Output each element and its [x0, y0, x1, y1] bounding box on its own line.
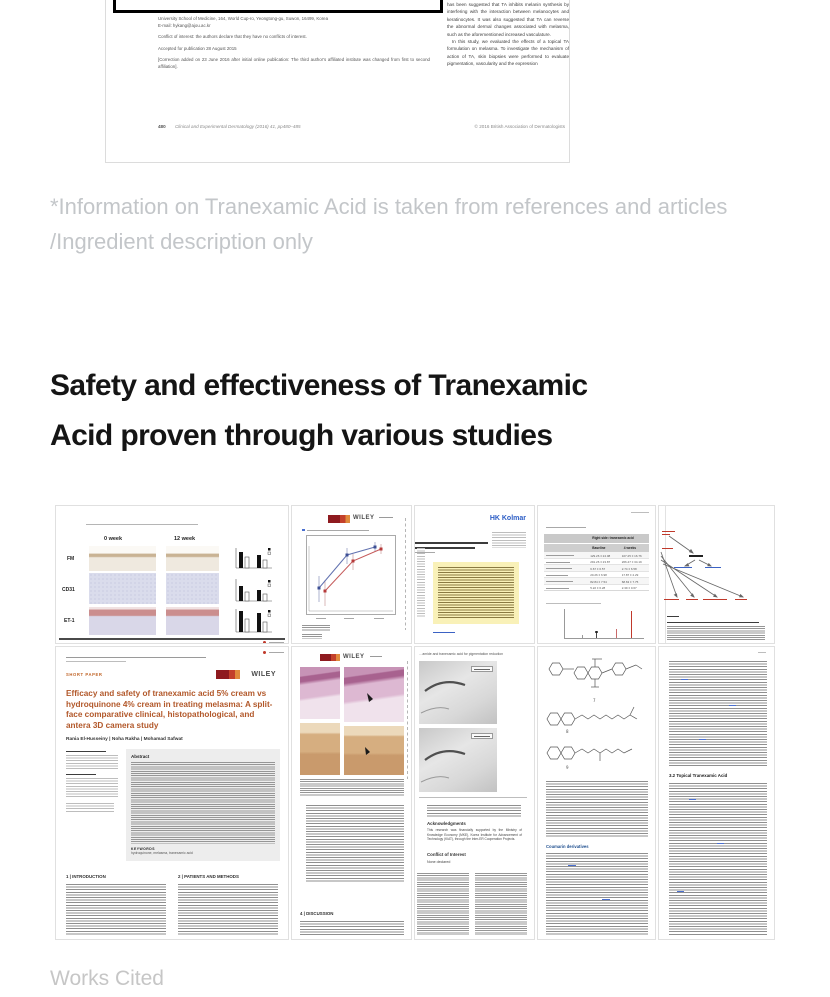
chemical-structures — [544, 657, 650, 771]
section-topical-ta: 3.2 Topical Tranexamic Acid — [669, 773, 728, 778]
figure-row-fm: FM — [67, 556, 75, 562]
red-bottom-label-3 — [703, 599, 727, 600]
figure-ref-chip — [302, 529, 305, 531]
chart-caption-line — [307, 530, 369, 531]
chart-frame — [306, 535, 396, 615]
short-paper-label: SHORT PAPER — [66, 672, 103, 677]
affiliation-lines — [66, 755, 118, 769]
wiley-brand-text: WILEY — [251, 671, 276, 678]
black-data-tick — [596, 633, 597, 638]
note-line — [667, 616, 679, 617]
x-label-1 — [316, 618, 326, 619]
histology-image-et1-0week — [89, 607, 156, 635]
thumb-table-page — [537, 505, 656, 644]
citation-chip — [699, 739, 706, 740]
table-header-band — [544, 534, 649, 543]
red-label-1 — [662, 531, 675, 532]
svg-text:7: 7 — [593, 698, 596, 703]
red-bottom-label-1 — [664, 599, 679, 600]
abstract-label: Abstract — [131, 754, 150, 759]
thumb-chemistry-page — [537, 646, 656, 940]
body-text-lines-bottom — [669, 783, 767, 935]
row-label-line — [546, 562, 570, 563]
section-heading-line-2: Acid proven through various studies — [50, 419, 553, 452]
journal-footer — [158, 124, 565, 129]
section-heading-line-1: Safety and effectiveness of Tranexamic — [50, 369, 588, 402]
figure-caption-lines — [300, 779, 404, 796]
chart-caption-line — [546, 603, 601, 604]
histology-image-cd31-12week — [166, 573, 219, 604]
svg-text:9: 9 — [566, 765, 569, 770]
footnote-lines — [302, 625, 330, 631]
acknowledgments-text: This research was financially supported by the Ministry of Knowledge Economy (MKE), Korea Institute for Advancement of Technology (KIAT), through the Inter-ER Cooperation Projects. — [427, 828, 522, 841]
thumb-short-paper — [55, 646, 289, 940]
clinical-photo-after — [419, 728, 497, 792]
wiley-brand-text: WILEY — [343, 654, 365, 660]
pathway-arrows — [659, 506, 774, 644]
journal-name-line — [379, 517, 393, 518]
citation-chip — [717, 843, 724, 844]
citation-chip — [729, 705, 736, 706]
figure-col-12week: 12 week — [174, 536, 196, 542]
tag-text-line — [474, 736, 490, 737]
section-discussion: 4 | DISCUSSION — [300, 911, 334, 916]
references-column-1 — [417, 873, 469, 935]
wiley-logo-icon — [216, 670, 240, 679]
arrow-marker-1 — [366, 693, 374, 703]
badge-text-line — [269, 642, 284, 643]
photo-caption-line — [419, 797, 527, 798]
he-stain-image-left-top — [300, 667, 340, 719]
section-introduction: 1 | INTRODUCTION — [66, 874, 106, 879]
thumb-pathway-diagram — [658, 505, 775, 644]
acknowledgments-label: Acknowledgments — [427, 821, 466, 826]
table-subheader-band — [544, 544, 649, 552]
abstract-text-lines — [131, 762, 275, 844]
figure-bottom-rule — [59, 638, 285, 640]
check-updates-icon — [263, 651, 266, 654]
journal-page-preview — [105, 0, 570, 163]
journal-body-paragraph-2: In this study, we evaluated the effects of a topical TA formulation on melasma. To investigate the mechanism of action of TA, skin biopsies were performed to evaluate pigmentation, vascularity and the expression — [447, 39, 569, 67]
journal-conflict: Conflict of interest: the authors declare that they have no conflicts of interest. — [158, 34, 307, 40]
citation-chip — [689, 799, 696, 800]
paper-title: Efficacy and safety of tranexamic acid 5% cream vs hydroquinone 4% cream in treating melasma: A split-face comparative clinical, histopathological, and antera 3D camera study — [66, 689, 273, 730]
intro-text-lines — [66, 884, 166, 936]
cropped-left-column — [417, 548, 425, 618]
photo-label-tag — [471, 733, 493, 739]
footnote-lines-2 — [302, 634, 322, 639]
figure-row-et1: ET-1 — [64, 618, 75, 624]
affiliation-header-line — [66, 751, 106, 752]
journal-accepted: Accepted for publication 28 August 2015 — [158, 45, 237, 51]
doc-title-line-1 — [415, 542, 488, 544]
journal-body-paragraph-1: has been suggested that TA inhibits melanin synthesis by interfering with the interaction between melanocytes and keratinocytes. It was also suggested that TA can reverse the abnormal dermal changes associated with melasma, such as the aforementioned increased vasculature. — [447, 2, 569, 37]
kolmar-brand-text: HK Kolmar — [489, 515, 526, 522]
conflict-label: Conflict of Interest — [427, 852, 466, 857]
check-updates-line — [269, 652, 284, 653]
arrow-marker-2 — [364, 747, 371, 756]
body-text-lines — [427, 805, 521, 817]
body-text-lines — [306, 805, 404, 883]
journal-copyright: © 2016 British Association of Dermatologists — [474, 124, 565, 129]
journal-citation: Clinical and Experimental Dermatology (2016) 41, pp480–485 — [174, 124, 301, 129]
keywords-label: KEYWORDS — [131, 847, 155, 851]
row-label-line — [546, 568, 572, 569]
figure-col-0week: 0 week — [104, 536, 123, 542]
bar-chart-cd31 — [232, 576, 276, 604]
red-data-line-tall — [631, 611, 632, 638]
cell-value: 129.26 ± 24.08 — [590, 553, 611, 558]
address-lines — [492, 532, 526, 548]
abstract-box — [126, 749, 280, 861]
bar-chart-fm — [232, 546, 276, 571]
table-subheader-4weeks: 4 weeks — [623, 546, 637, 550]
dot-plot — [564, 609, 644, 639]
journal-body-column — [447, 1, 569, 68]
ihc-stain-image-left-bottom — [300, 723, 340, 775]
cell-value: 107.25 ± 16.76 — [621, 553, 642, 558]
ihc-stain-image-right-bottom — [344, 726, 404, 775]
table-header: Right side: tranexamic acid — [592, 536, 634, 540]
discussion-text-lines — [300, 921, 404, 935]
photo-label-tag — [471, 666, 493, 672]
cell-value: 5.22 ± 6.28 — [590, 586, 606, 590]
journal-page-number: 480 — [158, 124, 166, 129]
link-text-line — [433, 632, 455, 633]
update-badge-icon — [263, 641, 266, 644]
journal-name-line — [370, 656, 382, 657]
figure-caption-line — [86, 524, 198, 525]
wiley-brand-text: WILEY — [353, 515, 375, 521]
blue-label-2 — [705, 567, 721, 568]
red-label-1b — [662, 534, 670, 535]
cell-value: 20.26 ± 6.98 — [590, 573, 607, 577]
journal-email: E-mail: hykang@ajou.ac.kr — [158, 22, 211, 28]
red-bottom-label-4 — [735, 599, 747, 600]
cell-value: 6.67 ± 6.57 — [590, 566, 606, 571]
cell-value: 2.74 ± 6.58 — [621, 566, 637, 571]
histology-image-cd31-0week — [89, 573, 156, 604]
gray-data-tick — [582, 635, 583, 638]
section-coumarin: Coumarin derivatives — [546, 844, 589, 849]
line-chart — [307, 536, 396, 615]
journal-footnote-column — [158, 16, 430, 76]
section-patients-methods: 2 | PATIENTS AND METHODS — [178, 874, 239, 879]
references-column-2 — [475, 873, 527, 935]
tag-text-line — [474, 669, 490, 670]
works-cited-label: Works Cited — [50, 967, 164, 990]
doi-line — [66, 661, 126, 662]
disclaimer-line-2: /Ingredient description only — [50, 229, 313, 254]
keywords-text: hydroquinone, melasma, tranexamic acid — [131, 851, 193, 855]
histology-image-fm-12week — [166, 546, 219, 571]
red-data-line-short — [616, 629, 617, 638]
caption-bold-line — [667, 622, 759, 623]
he-stain-image-right-top — [344, 667, 404, 722]
received-dates-line — [66, 657, 206, 658]
x-label-3 — [374, 618, 384, 619]
highlighted-passage — [433, 562, 519, 624]
wiley-logo-icon — [328, 515, 350, 523]
wiley-logo-icon — [320, 654, 340, 661]
thumb-review-page — [658, 646, 775, 940]
studies-collage — [55, 505, 775, 940]
table-title-line — [546, 527, 586, 528]
table-row — [544, 585, 649, 592]
cell-value: 266.47 ± 34.19 — [621, 560, 642, 564]
black-data-dot — [595, 631, 598, 634]
cell-value: 291.26 ± 23.87 — [590, 560, 611, 564]
figure-row-cd31: CD31 — [62, 587, 75, 593]
running-head-line — [631, 512, 649, 513]
correspondence-lines — [66, 778, 118, 798]
citation-chip — [681, 679, 688, 680]
histology-image-et1-12week — [166, 607, 219, 635]
row-label-line — [546, 581, 573, 582]
x-label-2 — [344, 618, 354, 619]
conflict-text: None declared — [427, 860, 451, 864]
journal-correction: [Correction added on 23 June 2016 after initial online publication: The third author's affiliated institute was changed from first to second affiliation]. — [158, 57, 430, 69]
paper-authors: Rania El-Husseiny | Noha Rakha | Mohamad Safwat — [66, 737, 183, 742]
side-margin-text — [407, 661, 408, 779]
cell-value: 68.63 ± 7.75 — [621, 579, 639, 584]
thumb-clinical-photos — [414, 646, 535, 940]
thumb-wiley-line-chart — [291, 505, 412, 644]
caption-text-lines — [667, 626, 765, 640]
page-number-line — [758, 652, 766, 653]
funding-lines — [66, 803, 114, 813]
thumb-histology-figure — [55, 505, 289, 644]
side-margin-text — [405, 518, 406, 630]
citation-chip — [602, 899, 610, 900]
bar-chart-et1 — [232, 607, 276, 635]
svg-text:8: 8 — [566, 729, 569, 734]
thumb-kolmar-doc — [414, 505, 535, 644]
red-bottom-label-2 — [686, 599, 698, 600]
methods-text-lines — [178, 884, 278, 936]
body-text-lines-2 — [546, 853, 648, 935]
cell-value: 2.39 ± 0.67 — [621, 586, 637, 590]
journal-figure-box — [113, 0, 443, 13]
row-label-line — [546, 575, 568, 576]
row-label-line — [546, 588, 569, 589]
disclaimer-line-1: *Information on Tranexamic Acid is taken from references and articles — [50, 194, 728, 219]
table-subheader-baseline: Baseline — [592, 546, 606, 550]
disclaimer-caption — [50, 189, 795, 259]
cell-value: 82.84 ± 7.54 — [590, 579, 607, 584]
citation-chip — [677, 891, 684, 892]
running-head: …amide and tranexamic acid for pigmentation reduction — [419, 652, 504, 656]
red-label-2 — [662, 548, 673, 549]
results-table — [544, 534, 649, 591]
body-text-lines-top — [669, 661, 767, 767]
row-label-line — [546, 555, 574, 556]
highlighted-text-lines — [438, 567, 514, 619]
clinical-photo-before — [419, 661, 497, 724]
journal-affiliation: University School of Medicine, 164, World Cup-ro, Yeongtong-gu, Suwon, 16499, Korea — [158, 16, 329, 21]
histology-image-fm-0week — [89, 546, 156, 571]
correspondence-header-line — [66, 774, 96, 775]
citation-chip — [568, 865, 576, 866]
body-text-lines — [546, 781, 648, 837]
node-label-line — [689, 555, 703, 557]
cell-value: 17.87 ± 2.29 — [621, 573, 639, 577]
blue-label-1 — [674, 567, 692, 568]
thumb-wiley-histology — [291, 646, 412, 940]
section-heading — [50, 361, 750, 461]
